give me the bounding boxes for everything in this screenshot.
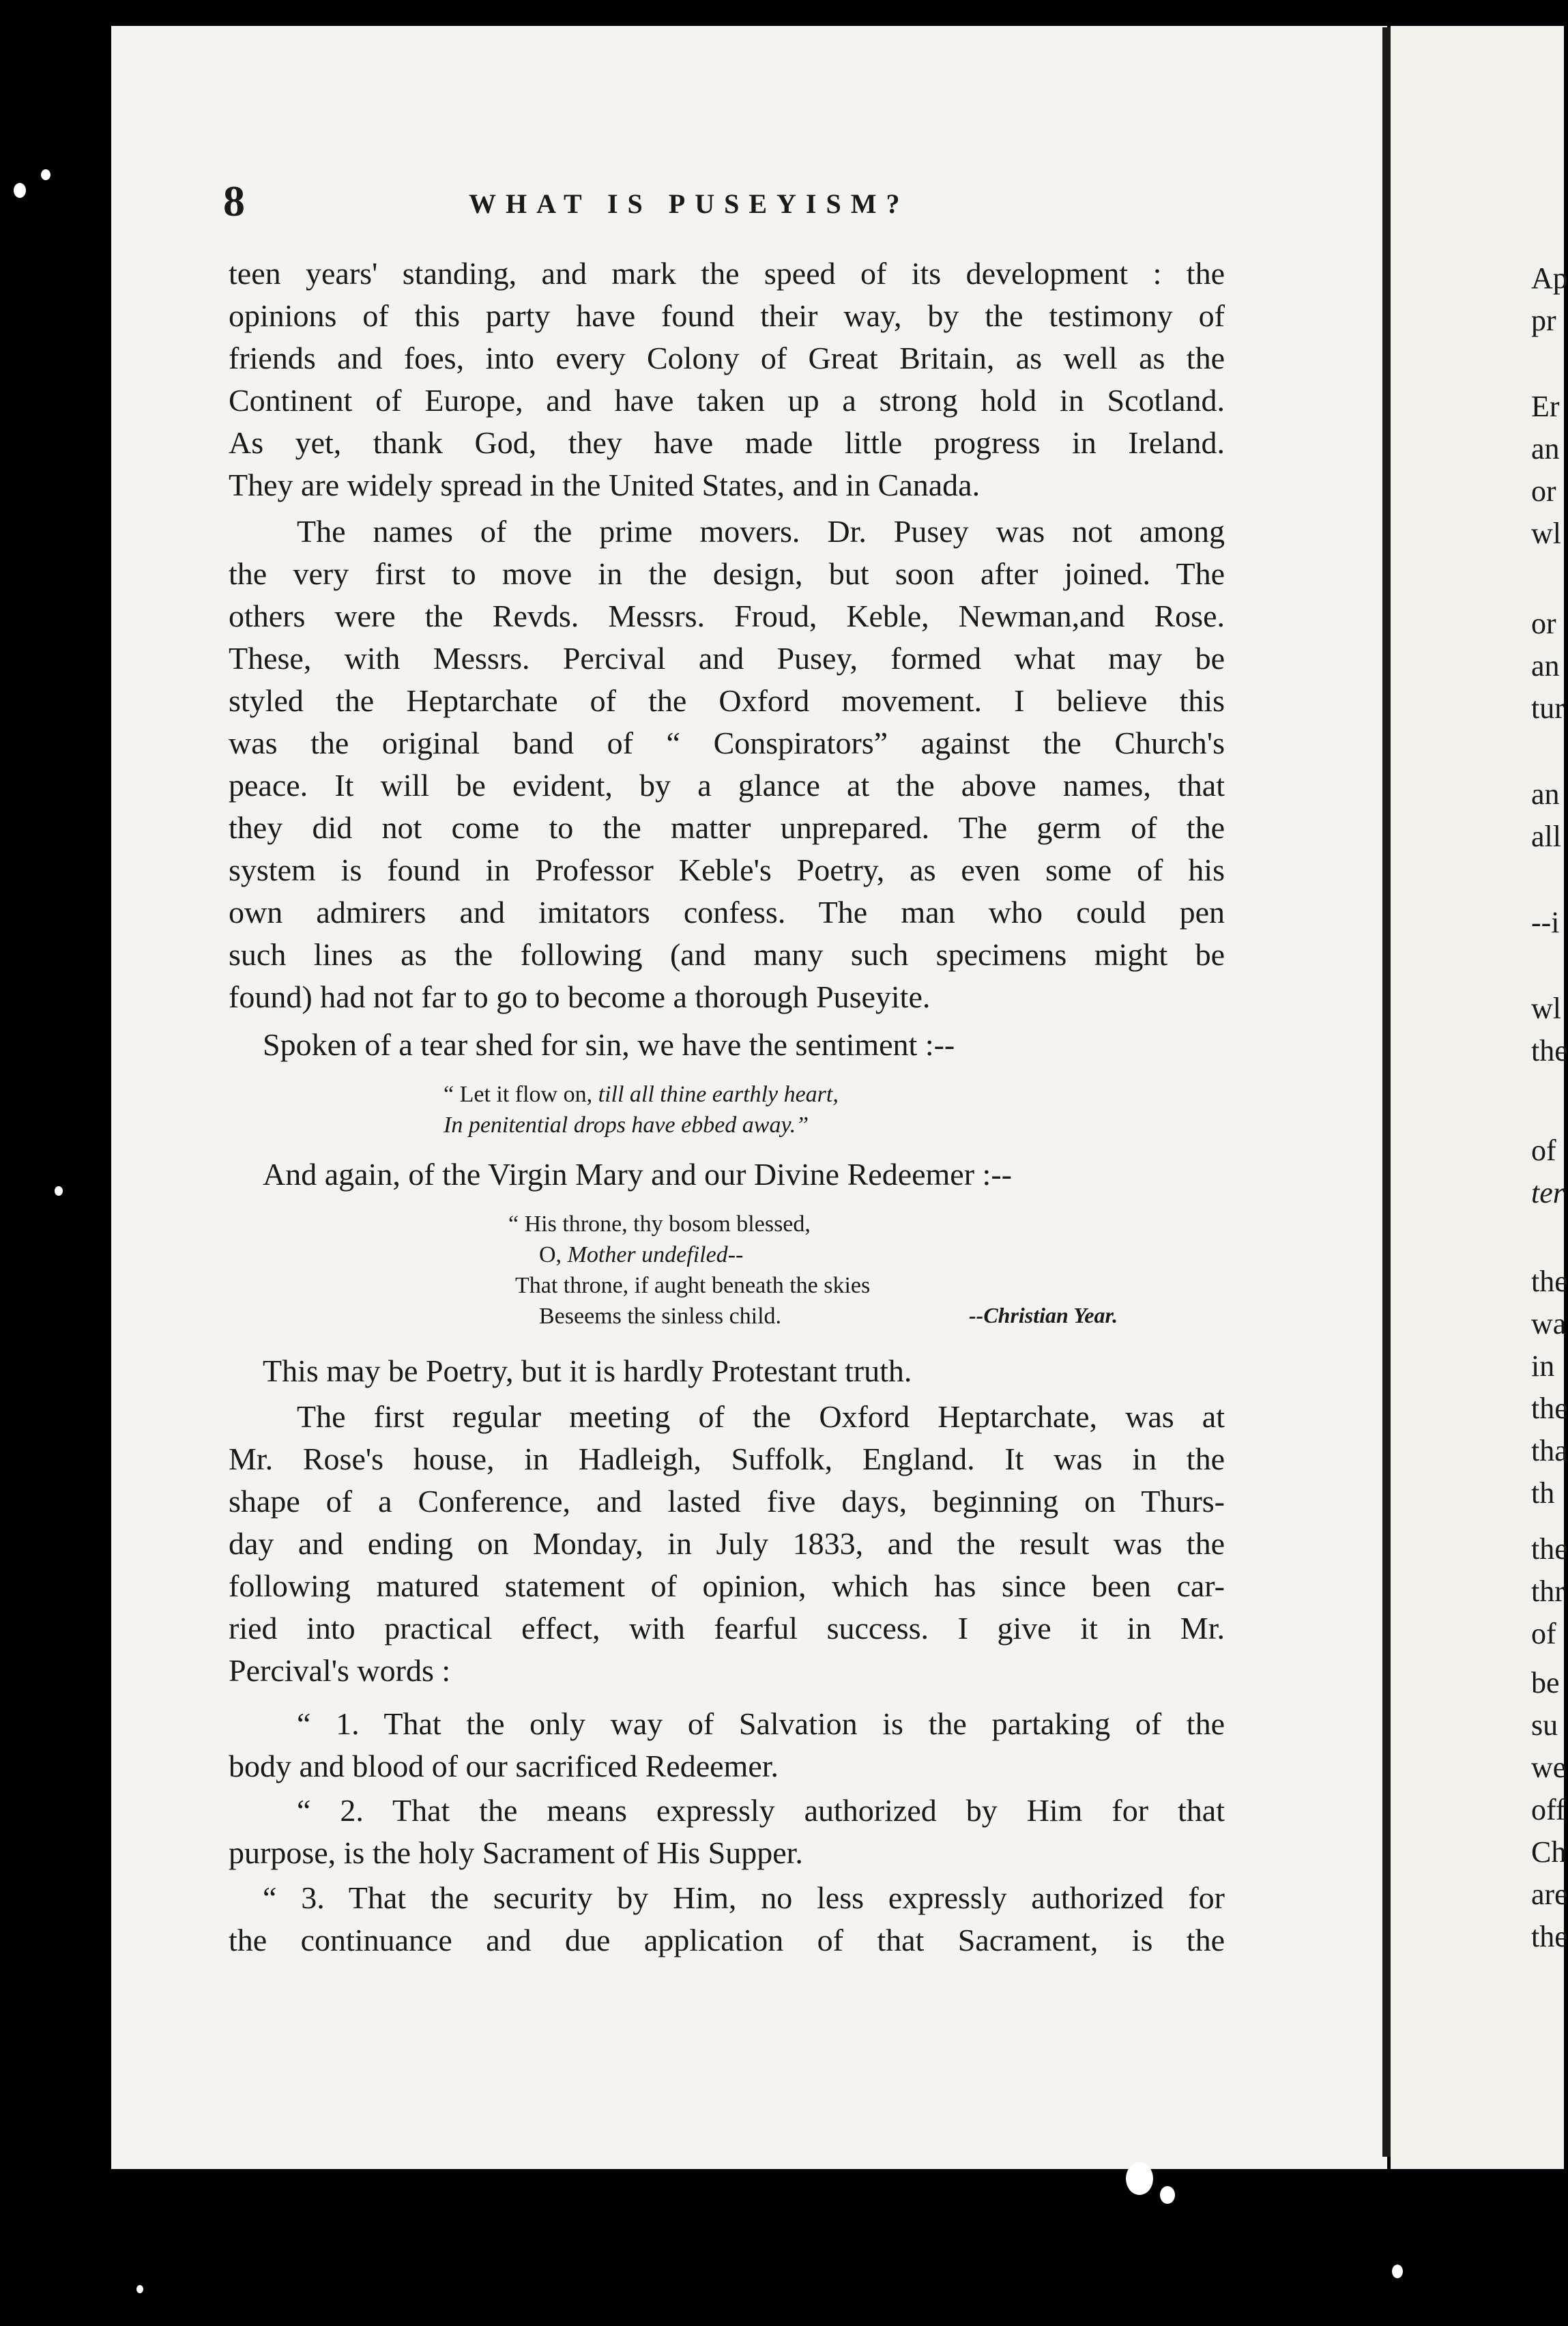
text-line: following matured statement of opinion, which has since been car- <box>229 1568 1225 1603</box>
facing-page-fragment: wl <box>1531 517 1561 550</box>
facing-page-fragment: we <box>1531 1751 1567 1784</box>
page-header <box>223 174 1247 229</box>
text-line: peace. It will be evident, by a glance at the above names, that <box>229 768 1225 803</box>
facing-page-fragment: wa <box>1531 1307 1567 1340</box>
page-number: 8 <box>223 177 245 225</box>
text-line: This may be Poetry, but it is hardly Protestant truth. <box>263 1353 912 1388</box>
text-line: “ 1. That the only way of Salvation is the partaking of the <box>297 1706 1225 1741</box>
text-line: The first regular meeting of the Oxford Heptarchate, was at <box>297 1399 1225 1434</box>
scan-speck <box>1160 2186 1175 2204</box>
text-line: body and blood of our sacrificed Redeemer. <box>229 1749 779 1783</box>
text-line: purpose, is the holy Sacrament of His Supper. <box>229 1835 803 1870</box>
text-line: teen years' standing, and mark the speed of its development : the <box>229 256 1225 291</box>
facing-page-fragment: Ch <box>1531 1835 1567 1869</box>
text-line: “ 2. That the means expressly authorized by Him for that <box>297 1793 1225 1828</box>
text-line: Spoken of a tear shed for sin, we have the sentiment :-- <box>263 1027 955 1062</box>
scan-speck <box>1392 2265 1403 2278</box>
facing-page-fragment: all <box>1531 820 1561 853</box>
text-line: shape of a Conference, and lasted five days, beginning on Thurs- <box>229 1484 1225 1519</box>
facing-page-fragment: or <box>1531 474 1556 508</box>
verse-line: In penitential drops have ebbed away.” <box>444 1112 809 1138</box>
text-line: As yet, thank God, they have made little progress in Ireland. <box>229 425 1225 460</box>
text-line: The names of the prime movers. Dr. Pusey was not among <box>297 514 1225 549</box>
scan-speck <box>55 1186 63 1196</box>
facing-page-fragment: th <box>1531 1476 1555 1510</box>
verse-line: “ Let it flow on, till all thine earthly heart, <box>444 1082 839 1107</box>
text-line: own admirers and imitators confess. The man who could pen <box>229 895 1225 930</box>
facing-page-fragment: thr <box>1531 1575 1565 1608</box>
verse-line: “ His throne, thy bosom blessed, <box>508 1211 811 1237</box>
facing-page-fragment: in <box>1531 1349 1555 1383</box>
text-line: was the original band of “ Conspirators” against the Church's <box>229 726 1225 760</box>
facing-page-fragment: an <box>1531 649 1560 683</box>
facing-page-fragment: the <box>1531 1034 1568 1067</box>
text-line: They are widely spread in the United States, and in Canada. <box>229 468 981 502</box>
facing-page-fragment: of <box>1531 1617 1556 1650</box>
text-line: And again, of the Virgin Mary and our Divine Redeemer :-- <box>263 1157 1012 1192</box>
scan-speck <box>41 169 50 180</box>
verse-line: That throne, if aught beneath the skies <box>515 1273 871 1298</box>
scan-speck <box>14 183 26 198</box>
facing-page-fragment: Er <box>1531 390 1560 423</box>
facing-page-fragment: the <box>1531 1392 1568 1425</box>
text-line: Continent of Europe, and have taken up a strong hold in Scotland. <box>229 383 1225 418</box>
text-line: friends and foes, into every Colony of Great Britain, as well as the <box>229 341 1225 375</box>
running-title: WHAT IS PUSEYISM? <box>469 188 910 219</box>
text-line: ried into practical effect, with fearful success. I give it in Mr. <box>229 1611 1225 1646</box>
facing-page-fragment: or <box>1531 607 1556 640</box>
facing-page-fragment: the <box>1531 1920 1568 1953</box>
text-line: they did not come to the matter unprepared. The germ of the <box>229 810 1225 845</box>
verse-line: O, Mother undefiled-- <box>539 1242 744 1267</box>
facing-page-fragment: pr <box>1531 304 1556 337</box>
facing-page-fragment: the <box>1531 1265 1568 1298</box>
text-line: Percival's words : <box>229 1653 451 1688</box>
text-line: “ 3. That the security by Him, no less expressly authorized for <box>263 1880 1225 1915</box>
page-gutter <box>1382 27 1391 2157</box>
scan-speck <box>1126 2162 1153 2195</box>
text-line: the very first to move in the design, but soon after joined. The <box>229 556 1225 591</box>
facing-page-fragment: Ap <box>1531 261 1568 295</box>
facing-page-fragment: are <box>1531 1878 1568 1911</box>
text-line: the continuance and due application of that Sacrament, is the <box>229 1923 1225 1957</box>
text-line: such lines as the following (and many such specimens might be <box>229 937 1225 972</box>
verse-line: Beseems the sinless child. <box>539 1304 782 1329</box>
facing-page-fragment: ter <box>1531 1176 1565 1209</box>
text-line: These, with Messrs. Percival and Pusey, formed what may be <box>229 641 1225 676</box>
facing-page-fragment: tur <box>1531 691 1565 725</box>
facing-page-fragment: off <box>1531 1793 1566 1826</box>
verse-attribution: --Christian Year. <box>969 1303 1118 1327</box>
scan-speck <box>136 2285 143 2293</box>
text-line: styled the Heptarchate of the Oxford movement. I believe this <box>229 683 1225 718</box>
text-line: Mr. Rose's house, in Hadleigh, Suffolk, England. It was in the <box>229 1441 1225 1476</box>
text-line: others were the Revds. Messrs. Froud, Keble, Newman,and Rose. <box>229 599 1225 633</box>
facing-page-fragment: be <box>1531 1666 1560 1699</box>
facing-page-fragment: the <box>1531 1532 1568 1566</box>
text-line: day and ending on Monday, in July 1833, and the result was the <box>229 1526 1225 1561</box>
text-line: opinions of this party have found their way, by the testimony of <box>229 298 1225 333</box>
facing-page-fragment: tha <box>1531 1434 1568 1467</box>
facing-page-fragment: wl <box>1531 992 1561 1025</box>
text-line: system is found in Professor Keble's Poetry, as even some of his <box>229 852 1225 887</box>
facing-page-fragment: an <box>1531 432 1560 465</box>
text-line: found) had not far to go to become a thorough Puseyite. <box>229 979 931 1014</box>
facing-page-fragment: an <box>1531 777 1560 811</box>
facing-page-fragment: --i <box>1531 906 1560 939</box>
facing-page-fragment: su <box>1531 1708 1558 1742</box>
facing-page-fragment: of <box>1531 1134 1556 1167</box>
